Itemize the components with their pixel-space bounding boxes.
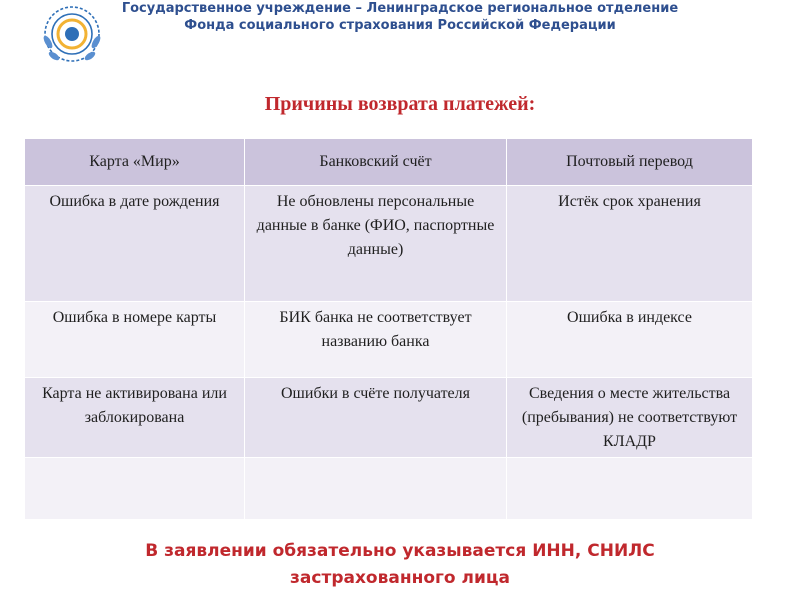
table-cell: Сведения о месте жительства (пребывания) не соответствуют КЛАДР <box>507 378 753 458</box>
table-cell: Не обновлены персональные данные в банке (ФИО, паспортные данные) <box>245 186 507 302</box>
footer-note-line-2: застрахованного лица <box>290 568 510 588</box>
footer-note <box>0 538 800 592</box>
footer-note-line-1: В заявлении обязательно указывается ИНН, СНИЛС <box>145 541 655 561</box>
column-header-mir-card: Карта «Мир» <box>25 139 245 186</box>
org-name-line-2: Фонда социального страхования Российской Федерации <box>184 18 616 33</box>
page-title: Причины возврата платежей: <box>264 93 536 115</box>
table-cell: Ошибка в индексе <box>507 302 753 378</box>
organization-header <box>100 0 700 34</box>
table-cell: Ошибки в счёте получателя <box>245 378 507 458</box>
table-cell: Ошибка в номере карты <box>25 302 245 378</box>
column-header-postal-transfer: Почтовый перевод <box>507 139 753 186</box>
table-cell: Истёк срок хранения <box>507 186 753 302</box>
table-cell <box>245 458 507 520</box>
return-reasons-table <box>24 138 753 520</box>
table-row <box>25 458 753 520</box>
table-row <box>25 378 753 458</box>
table-cell: БИК банка не соответствует названию банка <box>245 302 507 378</box>
table-row <box>25 186 753 302</box>
table-cell <box>507 458 753 520</box>
column-header-bank-account: Банковский счёт <box>245 139 507 186</box>
org-name-line-1: Государственное учреждение – Ленинградское региональное отделение <box>121 1 679 16</box>
table-header-row <box>25 139 753 186</box>
table-cell: Ошибка в дате рождения <box>25 186 245 302</box>
fss-emblem-icon <box>40 2 104 66</box>
table-cell: Карта не активирована или заблокирована <box>25 378 245 458</box>
table-row <box>25 302 753 378</box>
table-cell <box>25 458 245 520</box>
